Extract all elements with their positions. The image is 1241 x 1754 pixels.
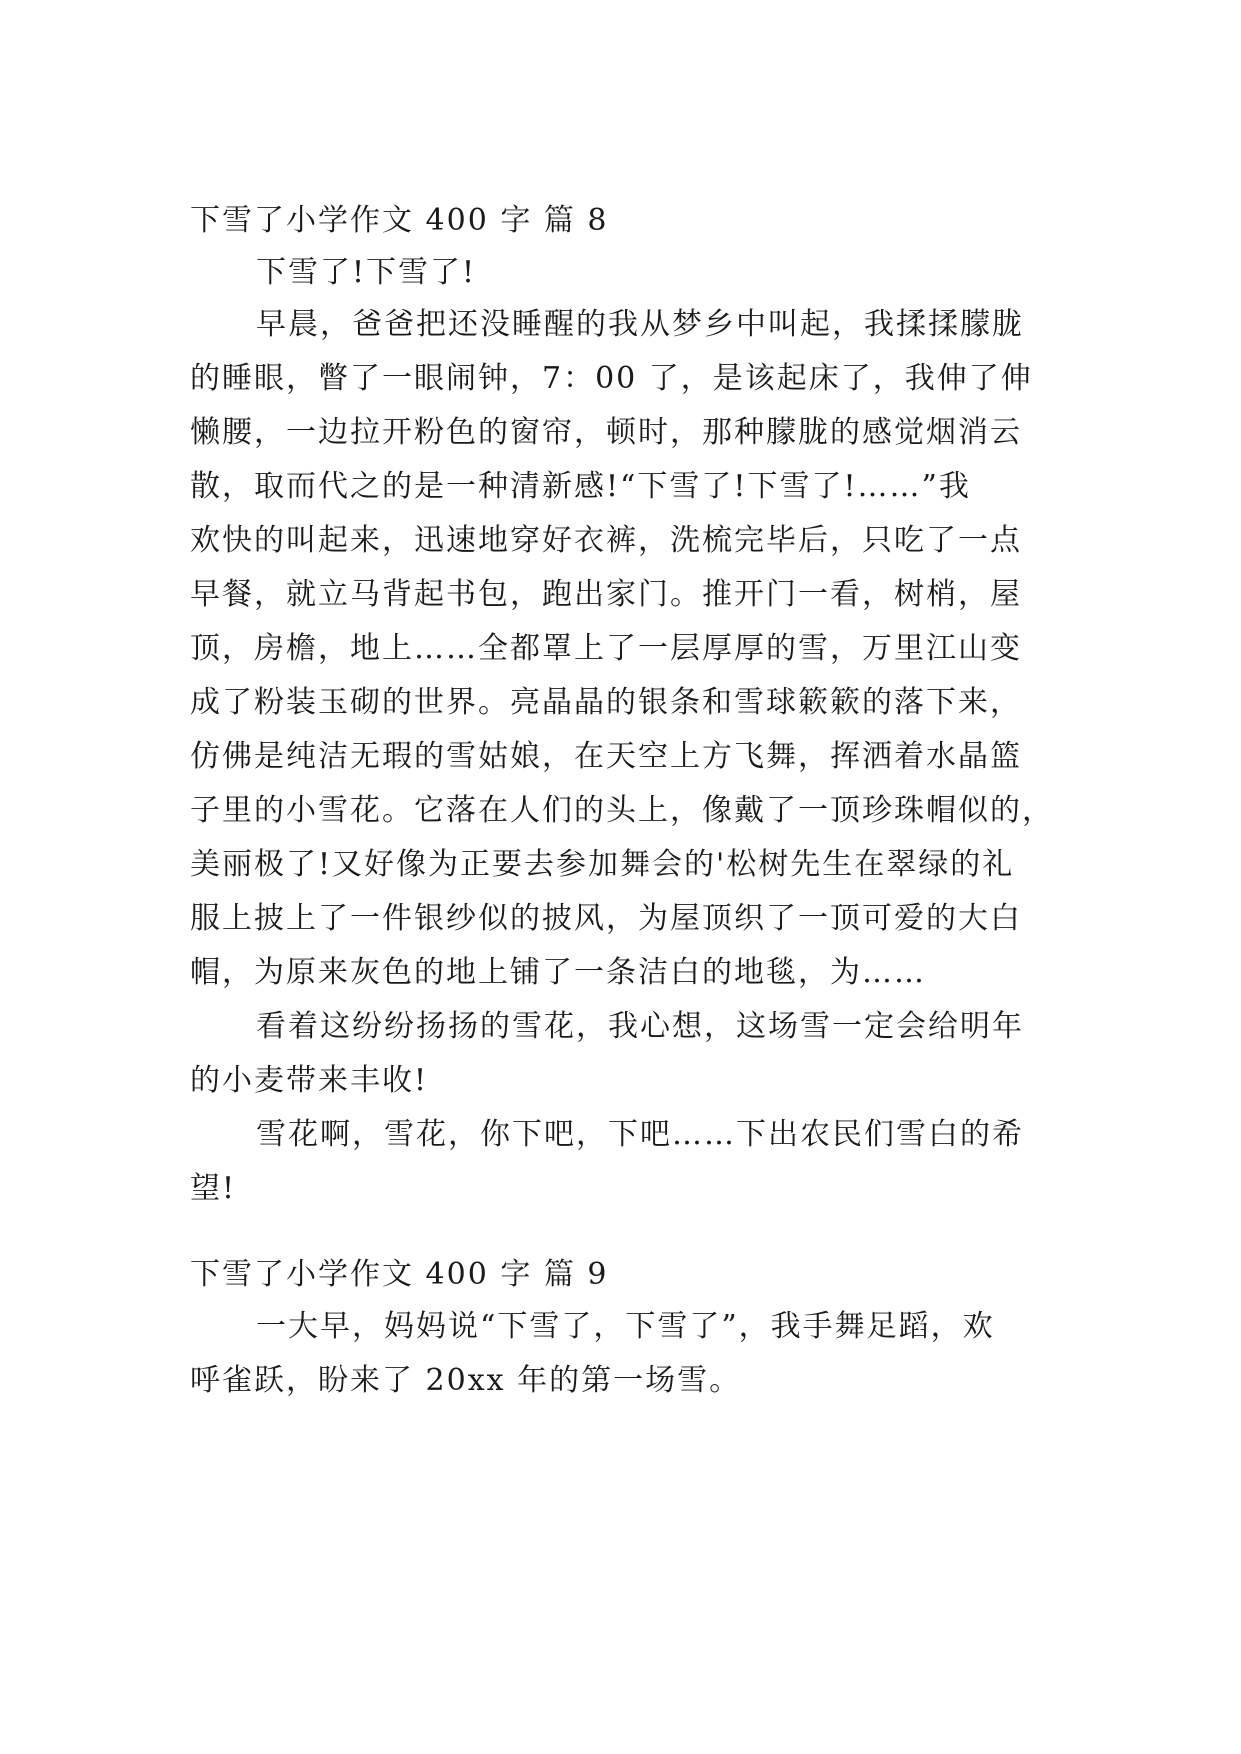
- paragraph-line: 早餐，就立马背起书包，跑出家门。推开门一看，树梢，屋: [190, 577, 1022, 612]
- paragraph-line: 顶，房檐，地上……全都罩上了一层厚厚的雪，万里江山变: [190, 631, 1022, 666]
- paragraph-line: 散，取而代之的是一种清新感!“下雪了!下雪了!……”我: [190, 469, 971, 504]
- paragraph-line: 子里的小雪花。它落在人们的头上，像戴了一顶珍珠帽似的，: [190, 793, 1054, 828]
- paragraph-line: 的小麦带来丰收!: [190, 1063, 429, 1098]
- paragraph-line: 一大早，妈妈说“下雪了，下雪了”，我手舞足蹈，欢: [256, 1309, 995, 1344]
- paragraph-line: 仿佛是纯洁无瑕的雪姑娘，在天空上方飞舞，挥洒着水晶篮: [190, 739, 1022, 774]
- paragraph-line: 下雪了!下雪了!: [256, 255, 477, 290]
- paragraph-line: 的睡眼，瞥了一眼闹钟，7：00 了，是该起床了，我伸了伸: [190, 361, 1033, 396]
- paragraph-line: 懒腰，一边拉开粉色的窗帘，顿时，那种朦胧的感觉烟消云: [190, 415, 1022, 450]
- paragraph-line: 雪花啊，雪花，你下吧，下吧……下出农民们雪白的希: [256, 1117, 1024, 1152]
- paragraph-line: 呼雀跃，盼来了 20xx 年的第一场雪。: [190, 1363, 742, 1398]
- paragraph-line: 欢快的叫起来，迅速地穿好衣裤，洗梳完毕后，只吃了一点: [190, 523, 1022, 558]
- paragraph-line: 服上披上了一件银纱似的披风，为屋顶织了一顶可爱的大白: [190, 901, 1022, 936]
- section-heading: 下雪了小学作文 400 字 篇 8: [190, 203, 609, 238]
- paragraph-line: 早晨，爸爸把还没睡醒的我从梦乡中叫起，我揉揉朦胧: [256, 307, 1024, 342]
- paragraph-line: 成了粉装玉砌的世界。亮晶晶的银条和雪球簌簌的落下来，: [190, 685, 1022, 720]
- section-heading: 下雪了小学作文 400 字 篇 9: [190, 1257, 609, 1292]
- paragraph-line: 看着这纷纷扬扬的雪花，我心想，这场雪一定会给明年: [256, 1009, 1024, 1044]
- paragraph-line: 望!: [190, 1171, 237, 1206]
- paragraph-line: 帽，为原来灰色的地上铺了一条洁白的地毯，为……: [190, 955, 926, 990]
- paragraph-line: 美丽极了!又好像为正要去参加舞会的'松树先生在翠绿的礼: [190, 847, 1015, 882]
